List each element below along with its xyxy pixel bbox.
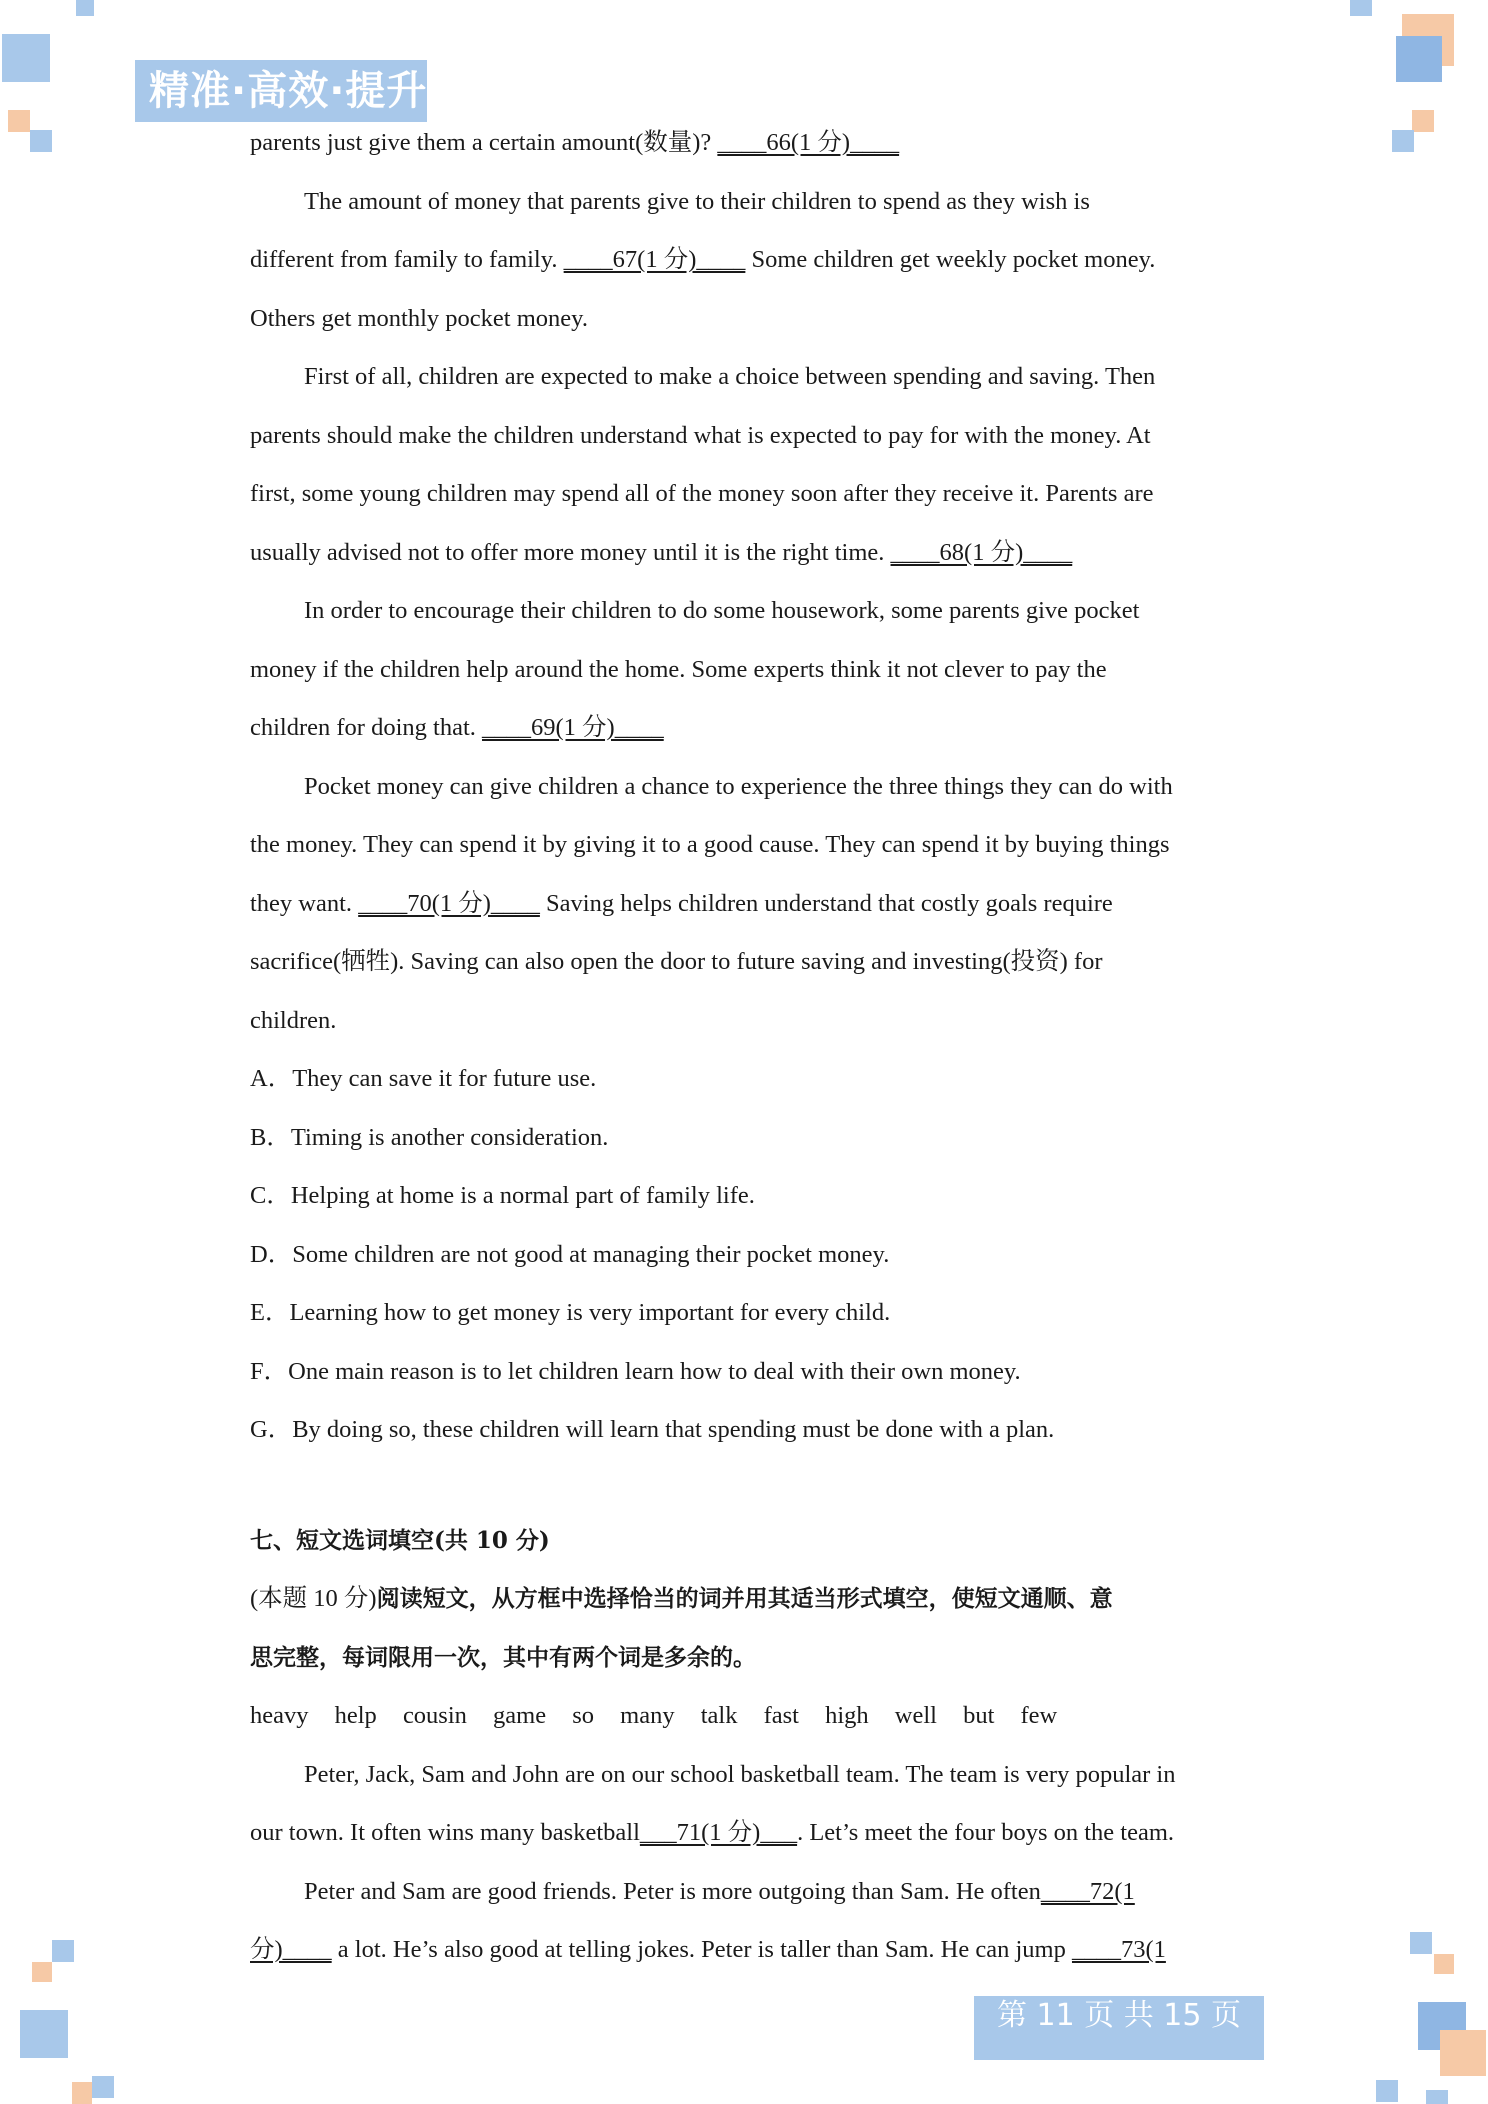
option-b: B．Timing is another consideration.	[250, 1123, 609, 1151]
document-body	[250, 118, 1250, 1984]
text-line: different from family to family. ____67(1 分)____ Some children get weekly pocket money.	[250, 246, 1156, 273]
option-d: D．Some children are not good at managing their pocket money.	[250, 1240, 890, 1268]
option-f: F．One main reason is to let children learn how to deal with their own money.	[250, 1357, 1021, 1385]
decor-square	[1412, 110, 1434, 132]
text-line: money if the children help around the home. Some experts think it not clever to pay the	[250, 655, 1107, 683]
word-bank-item: heavy	[250, 1702, 309, 1729]
blank-67: ____67(1 分)____	[563, 246, 746, 273]
text-line: In order to encourage their children to do some housework, some parents give pocket	[304, 597, 1140, 624]
word-bank-item: but	[963, 1702, 995, 1729]
decor-square	[1426, 2090, 1448, 2104]
decor-square	[1440, 2030, 1486, 2076]
text-line: Peter, Jack, Sam and John are on our school basketball team. The team is very popular in	[304, 1760, 1176, 1788]
blank-73: ____73(1	[1071, 1936, 1166, 1963]
word-bank-item: few	[1020, 1702, 1058, 1729]
text-line: Peter and Sam are good friends. Peter is more outgoing than Sam. He often____72(1	[304, 1877, 1135, 1905]
option-g: G．By doing so, these children will learn that spending must be done with a plan.	[250, 1416, 1055, 1443]
text-line: children.	[250, 1006, 337, 1034]
text-line: children for doing that. ____69(1 分)____	[250, 714, 664, 741]
option-c: C．Helping at home is a normal part of family life.	[250, 1182, 755, 1209]
decor-square	[1410, 1932, 1432, 1954]
decor-square	[1350, 0, 1372, 16]
decor-square	[8, 110, 30, 132]
blank-70: ____70(1 分)____	[358, 889, 540, 917]
option-e: E．Learning how to get money is very important for every child.	[250, 1299, 891, 1326]
decor-square	[1434, 1954, 1454, 1974]
word-bank	[250, 1691, 1250, 1750]
word-bank-item: fast	[763, 1702, 799, 1729]
text-line: The amount of money that parents give to their children to spend as they wish is	[304, 187, 1090, 215]
word-bank-item: high	[825, 1702, 869, 1729]
decor-square	[52, 1940, 74, 1962]
word-bank-item: so	[572, 1702, 595, 1729]
section-instructions-cont: 思完整，每词限用一次，其中有两个词是多余的。	[250, 1643, 756, 1671]
blank-69: ____69(1 分)____	[482, 714, 664, 741]
decor-square	[92, 2076, 114, 2098]
word-bank-item: many	[620, 1702, 675, 1729]
decor-square	[76, 0, 94, 16]
blank-72-cont: 分)____	[250, 1936, 332, 1963]
decor-square	[2, 34, 50, 82]
word-bank-item: well	[894, 1702, 937, 1729]
text-line: Pocket money can give children a chance to experience the three things they can do with	[304, 772, 1173, 800]
text-line: they want. ____70(1 分)____ Saving helps children understand that costly goals require	[250, 889, 1113, 917]
section-title: 七、短文选词填空(共 10 分)	[250, 1526, 550, 1554]
word-bank-item: talk	[700, 1702, 738, 1729]
text-line: parents should make the children understand what is expected to pay for with the money. At	[250, 421, 1151, 449]
text-line: sacrifice(牺牲). Saving can also open the door to future saving and investing(投资) for	[250, 948, 1103, 975]
word-bank-item: game	[493, 1702, 547, 1729]
text-line: First of all, children are expected to make a choice between spending and saving. Then	[304, 363, 1156, 390]
decor-square	[72, 2082, 92, 2104]
blank-66: ____66(1 分)____	[717, 129, 900, 156]
text-line: usually advised not to offer more money until it is the right time. ____68(1 分)____	[250, 538, 1073, 566]
decor-square	[32, 1962, 52, 1982]
decor-square	[1376, 2080, 1398, 2102]
word-bank-item: help	[334, 1702, 377, 1729]
text-line: Others get monthly pocket money.	[250, 304, 588, 332]
text-line: our town. It often wins many basketball___71(1 分)___. Let’s meet the four boys on the team.	[250, 1819, 1175, 1846]
word-bank-item: cousin	[402, 1702, 467, 1729]
decor-square	[1396, 36, 1442, 82]
option-a: A．They can save it for future use.	[250, 1065, 597, 1092]
section-instructions: (本题 10 分)阅读短文，从方框中选择恰当的词并用其适当形式填空，使短文通顺、意	[250, 1585, 1113, 1612]
header-logo: 精准·高效·提升	[135, 60, 427, 122]
decor-square	[1392, 130, 1414, 152]
text-line: first, some young children may spend all of the money soon after they receive it. Parents are	[250, 480, 1154, 507]
blank-68: ____68(1 分)____	[890, 538, 1073, 566]
decor-square	[30, 130, 52, 152]
decor-square	[20, 2010, 68, 2058]
blank-71: ___71(1 分)___	[639, 1819, 798, 1846]
text-line: parents just give them a certain amount(数量)? ____66(1 分)____	[250, 129, 900, 156]
page-number-badge: 第 11 页 共 15 页	[974, 1996, 1264, 2060]
blank-72: ____72(1	[1040, 1877, 1135, 1905]
text-line: the money. They can spend it by giving it to a good cause. They can spend it by buying things	[250, 831, 1170, 858]
text-line: 分)____ a lot. He’s also good at telling jokes. Peter is taller than Sam. He can jump ____73(1	[250, 1936, 1166, 1963]
